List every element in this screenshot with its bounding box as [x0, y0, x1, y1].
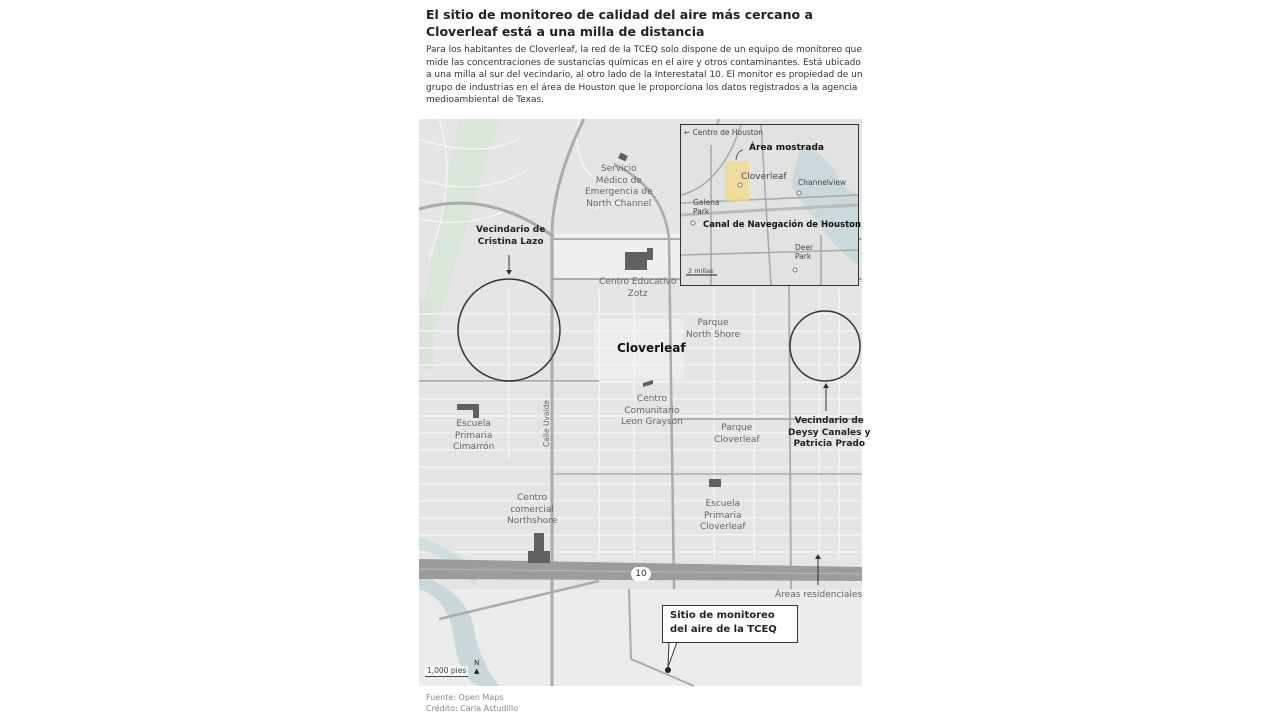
label-cloverleaf-school: Escuela Primaria Cloverleaf	[700, 499, 746, 532]
credit-note: Crédito: Carla Astudillo	[426, 704, 519, 713]
source-note: Fuente: Open Maps	[426, 693, 504, 702]
map-scale: 1,000 pies	[427, 666, 467, 675]
label-ems: Servicio Médico de Emergencia de North Channel	[585, 164, 653, 209]
map-canvas[interactable]	[419, 119, 871, 686]
inset-label-galena-park: Galena Park	[693, 198, 720, 216]
locator-inset	[680, 124, 862, 286]
canales-circle	[790, 311, 860, 381]
monitor-dot	[665, 667, 671, 673]
inset-label-downtown: ← Centro de Houston	[684, 128, 764, 137]
park-area	[419, 299, 433, 369]
label-zotz: Centro Educativo Zotz	[599, 277, 677, 299]
label-grayson: Centro Comunitario Leon Grayson	[621, 394, 683, 427]
inset-label-area-shown: Área mostrada	[749, 143, 824, 153]
map-title: El sitio de monitoreo de calidad del aire más cercano a Cloverleaf está a una milla de distancia	[426, 7, 813, 39]
north-arrow-icon: ▲	[474, 667, 480, 675]
monitor-callout: Sitio de monitoreo del aire de la TCEQ	[662, 605, 798, 643]
footer	[426, 692, 518, 714]
label-lazo-neighborhood: Vecindario de Cristina Lazo	[476, 225, 546, 247]
north-arrow	[474, 659, 479, 675]
inset-label-deer-park: Deer Park	[795, 243, 814, 261]
map-description: Para los habitantes de Cloverleaf, la red de la TCEQ solo dispone de un equipo de monitoreo que mide las concentraciones de sustancias químicas en el aire y otros contaminantes. Está ubicado a una milla al sur del vecindario, al otro lado de la Interestatal 10. El monitor es propiedad de un grupo de industrias en el área de Houston que le proporciona los datos registrados a la agencia medioambiental de Texas.	[426, 45, 863, 106]
label-uvalde-street: Calle Uvalde	[542, 400, 551, 447]
interstate-shield: 10	[631, 567, 651, 581]
inset-label-channelview: Channelview	[798, 178, 847, 187]
north-label: N	[474, 659, 480, 667]
label-cloverleaf-park: Parque Cloverleaf	[714, 423, 760, 445]
label-cloverleaf: Cloverleaf	[617, 341, 686, 355]
inset-scale: 2 millas	[688, 267, 714, 275]
inset-label-ship-channel: Canal de Navegación de Houston	[703, 220, 862, 230]
label-north-shore-park: Parque North Shore	[686, 318, 740, 340]
label-cimarron: Escuela Primaria Cimarrón	[453, 419, 495, 452]
inset-label-cloverleaf: Cloverleaf	[741, 172, 787, 182]
label-canales-neighborhood: Vecindario de Deysy Canales y Patricia Prado	[788, 416, 871, 449]
label-residential-areas: Áreas residenciales	[775, 590, 863, 600]
label-northshore-mall: Centro comercial Northshore	[507, 493, 558, 526]
